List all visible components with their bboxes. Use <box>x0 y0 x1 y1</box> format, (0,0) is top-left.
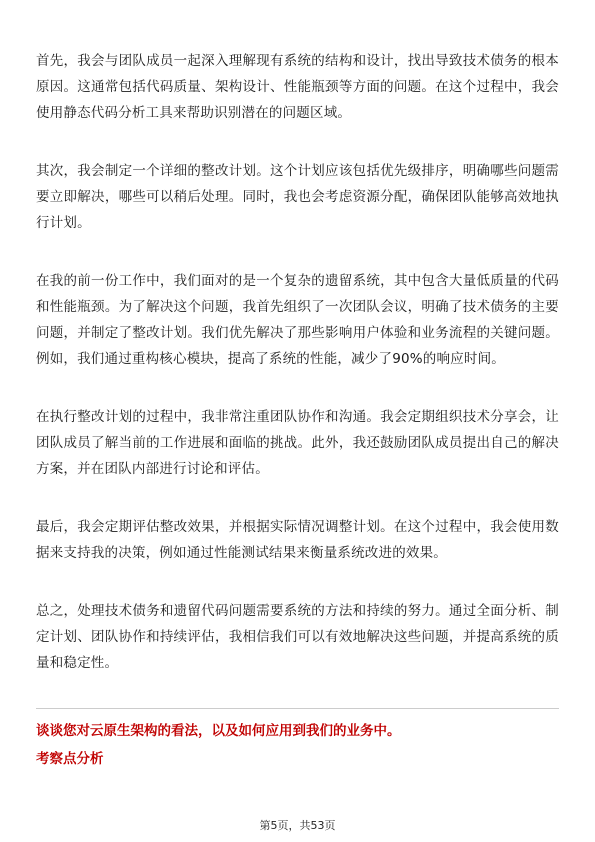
paragraph-collaboration: 在执行整改计划的过程中，我非常注重团队协作和沟通。我会定期组织技术分享会，让团队成员了解当前的工作进展和面临的挑战。此外，我还鼓励团队成员提出自己的解决方案，并在团队内部进行讨论和评估。 <box>36 409 559 477</box>
next-question-heading: 谈谈您对云原生架构的看法，以及如何应用到我们的业务中。 <box>36 723 401 739</box>
analysis-section-label: 考察点分析 <box>36 751 104 767</box>
section-divider <box>36 708 559 709</box>
paragraph-summary: 总之，处理技术债务和遗留代码问题需要系统的方法和持续的努力。通过全面分析、制定计划、团队协作和持续评估，我相信我们可以有效地解决这些问题，并提高系统的质量和稳定性。 <box>36 603 559 671</box>
page-footer: 第5页，共53页 <box>259 819 336 832</box>
paragraph-experience: 在我的前一份工作中，我们面对的是一个复杂的遗留系统，其中包含大量低质量的代码和性能瓶颈。为了解决这个问题，我首先组织了一次团队会议，明确了技术债务的主要问题，并制定了整改计划。我们优先解决了那些影响用户体验和业务流程的关键问题。例如，我们通过重构核心模块，提高了系统的性能，减少了90%的响应时间。 <box>36 273 559 367</box>
paragraph-evaluation: 最后，我会定期评估整改效果，并根据实际情况调整计划。在这个过程中，我会使用数据来支持我的决策，例如通过性能测试结果来衡量系统改进的效果。 <box>36 519 559 561</box>
paragraph-analysis: 首先，我会与团队成员一起深入理解现有系统的结构和设计，找出导致技术债务的根本原因。这通常包括代码质量、架构设计、性能瓶颈等方面的问题。在这个过程中，我会使用静态代码分析工具来帮助识别潜在的问题区域。 <box>36 53 559 121</box>
document-page <box>36 48 559 771</box>
paragraph-plan: 其次，我会制定一个详细的整改计划。这个计划应该包括优先级排序，明确哪些问题需要立即解决，哪些可以稍后处理。同时，我也会考虑资源分配，确保团队能够高效地执行计划。 <box>36 163 559 231</box>
